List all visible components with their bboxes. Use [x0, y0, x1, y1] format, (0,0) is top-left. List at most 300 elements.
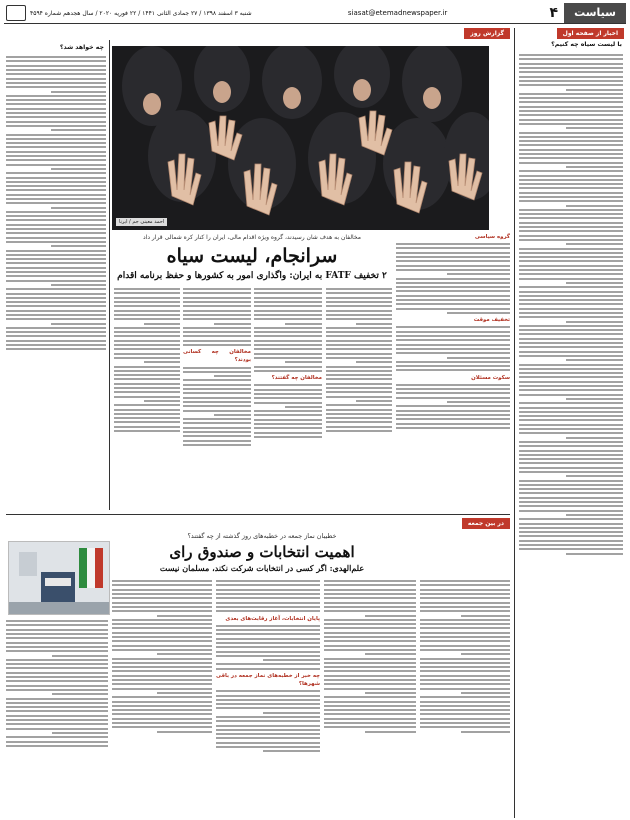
text-line: [6, 348, 106, 350]
text-line: [112, 627, 212, 629]
text-line: [114, 318, 180, 320]
text-line: [254, 397, 322, 399]
text-line: [114, 297, 180, 299]
mosque-podium-illustration: [9, 542, 109, 614]
text-line: [6, 103, 106, 105]
text-line: [324, 580, 416, 582]
text-line: [396, 256, 510, 258]
text-line: [254, 427, 322, 429]
text-line: [216, 690, 320, 692]
text-line: [51, 207, 106, 209]
text-line: [254, 301, 322, 303]
text-line: [396, 326, 510, 328]
text-line: [420, 640, 510, 642]
text-line: [183, 435, 251, 437]
text-line: [326, 366, 392, 368]
text-line: [396, 278, 510, 280]
text-line: [216, 606, 320, 608]
text-line: [112, 632, 212, 634]
text-line: [519, 286, 623, 288]
text-line: [6, 224, 106, 226]
text-line: [254, 402, 322, 404]
text-line: [519, 106, 623, 108]
text-line: [157, 731, 212, 733]
text-line: [112, 696, 212, 698]
text-line: [114, 292, 180, 294]
text-line: [51, 91, 106, 93]
text-line: [6, 138, 106, 140]
text-line: [216, 629, 320, 631]
text-line: [324, 632, 416, 634]
text-line: [6, 108, 106, 110]
text-line: [324, 709, 416, 711]
text-line: [519, 510, 623, 512]
text-line: [324, 670, 416, 672]
text-line: [254, 419, 322, 421]
text-line: [216, 642, 320, 644]
text-line: [6, 318, 106, 320]
text-line: [52, 732, 108, 734]
bottom-body-column-3: [216, 578, 320, 816]
text-line: [112, 602, 212, 604]
text-line: [114, 288, 180, 290]
text-line: [112, 597, 212, 599]
text-line: [519, 351, 623, 353]
text-line: [420, 593, 510, 595]
text-line: [112, 713, 212, 715]
bottom-headline: اهمیت انتخابات و صندوق رای: [169, 543, 355, 561]
text-line: [519, 531, 623, 533]
text-line: [519, 101, 623, 103]
text-line: [396, 388, 510, 390]
text-line: [183, 314, 251, 316]
text-line: [519, 209, 623, 211]
text-line: [396, 392, 510, 394]
text-line: [6, 710, 108, 712]
text-line: [6, 202, 106, 204]
text-line: [519, 200, 623, 202]
text-line: [6, 637, 108, 639]
text-line: [396, 427, 510, 429]
text-line: [114, 305, 180, 307]
text-line: [519, 144, 623, 146]
text-line: [183, 327, 251, 329]
text-line: [519, 114, 623, 116]
text-line: [6, 629, 108, 631]
text-line: [420, 683, 510, 685]
text-line: [326, 383, 392, 385]
text-line: [519, 501, 623, 503]
text-line: [420, 584, 510, 586]
text-line: [216, 729, 320, 731]
text-line: [6, 335, 106, 337]
text-line: [6, 676, 108, 678]
text-line: [326, 421, 392, 423]
text-line: [420, 709, 510, 711]
text-line: [183, 297, 251, 299]
text-line: [114, 348, 180, 350]
text-line: [326, 374, 392, 376]
text-line: [254, 353, 322, 355]
text-line: [519, 450, 623, 452]
text-line: [51, 284, 106, 286]
text-line: [114, 404, 180, 406]
text-line: [324, 705, 416, 707]
text-line: [519, 278, 623, 280]
text-line: [114, 310, 180, 312]
text-line: [519, 67, 623, 69]
text-line: [519, 273, 623, 275]
article-subheadline: ۲ تخفیف FATF به ایران: واگذاری امور به کشورها و حفظ برنامه اقدام: [117, 271, 387, 281]
text-line: [216, 716, 320, 718]
text-line: [519, 544, 623, 546]
date-line: شنبه ۳ اسفند ۱۳۹۸ / ۲۷ جمادی الثانی ۱۴۴۱ / ۲۲ فوریه ۲۰۲۰ / سال هجدهم شماره ۴۵۹۴: [30, 9, 252, 17]
text-line: [326, 409, 392, 411]
text-line: [566, 398, 623, 400]
text-line: [6, 624, 108, 626]
text-line: [420, 701, 510, 703]
right-column-tab: اخبار از صفحه اول: [557, 28, 624, 39]
text-line: [324, 726, 416, 728]
text-line: [114, 327, 180, 329]
text-line: [254, 384, 322, 386]
text-line: [114, 344, 180, 346]
text-line: [519, 316, 623, 318]
text-line: [519, 368, 623, 370]
text-line: [396, 384, 510, 386]
text-line: [112, 701, 212, 703]
text-line: [216, 638, 320, 640]
text-line: [6, 116, 106, 118]
text-line: [519, 256, 623, 258]
text-line: [519, 187, 623, 189]
text-line: [183, 340, 251, 342]
article-body-column-4: [114, 286, 180, 508]
text-line: [519, 484, 623, 486]
text-line: [183, 401, 251, 403]
text-line: [447, 312, 510, 314]
text-line: [112, 610, 212, 612]
text-line: [6, 159, 106, 161]
text-line: [326, 391, 392, 393]
text-line: [326, 426, 392, 428]
text-line: [6, 146, 106, 148]
text-line: [6, 297, 106, 299]
text-line: [519, 346, 623, 348]
text-line: [6, 65, 106, 67]
text-line: [6, 250, 106, 252]
text-line: [6, 698, 108, 700]
text-line: [519, 471, 623, 473]
text-line: [183, 405, 251, 407]
article-body-column-3: [183, 286, 251, 508]
text-line: [112, 688, 212, 690]
text-line: [183, 427, 251, 429]
text-line: [365, 653, 416, 655]
text-line: [214, 323, 251, 325]
text-line: [519, 411, 623, 413]
text-line: [6, 663, 108, 665]
text-line: [183, 367, 251, 369]
text-line: [6, 125, 106, 127]
text-line: [51, 129, 106, 131]
text-line: [114, 378, 180, 380]
column-subhead: تخفیف موقت: [473, 317, 510, 324]
section-label: سیاست: [564, 3, 626, 23]
text-line: [420, 696, 510, 698]
text-line: [254, 414, 322, 416]
text-line: [216, 663, 320, 665]
text-line: [6, 228, 106, 230]
text-line: [216, 584, 320, 586]
text-line: [461, 692, 511, 694]
text-line: [420, 658, 510, 660]
text-line: [6, 715, 108, 717]
text-line: [183, 310, 251, 312]
text-line: [566, 127, 623, 129]
text-line: [6, 194, 106, 196]
text-line: [216, 703, 320, 705]
text-line: [6, 685, 108, 687]
text-line: [214, 414, 251, 416]
text-line: [356, 400, 392, 402]
text-line: [6, 82, 106, 84]
text-line: [216, 646, 320, 648]
text-line: [519, 458, 623, 460]
text-line: [461, 731, 511, 733]
text-line: [326, 305, 392, 307]
right-column-title: با لیست سیاه چه کنیم؟: [551, 41, 622, 48]
text-line: [6, 305, 106, 307]
text-line: [183, 318, 251, 320]
text-line: [6, 56, 106, 58]
text-line: [324, 623, 416, 625]
text-line: [566, 166, 623, 168]
page-header: [4, 3, 626, 24]
text-line: [519, 428, 623, 430]
text-line: [420, 662, 510, 664]
text-line: [396, 331, 510, 333]
text-line: [6, 327, 106, 329]
text-line: [6, 155, 106, 157]
text-line: [216, 610, 320, 612]
right-column-body: [519, 52, 623, 816]
text-line: [519, 303, 623, 305]
text-line: [519, 179, 623, 181]
text-line: [566, 282, 623, 284]
text-line: [216, 742, 320, 744]
newspaper-logo-icon: [6, 5, 26, 21]
text-line: [183, 418, 251, 420]
text-line: [112, 623, 212, 625]
column-divider: [109, 40, 110, 510]
text-line: [519, 93, 623, 95]
text-line: [6, 633, 108, 635]
text-line: [420, 645, 510, 647]
text-line: [6, 689, 108, 691]
text-line: [52, 693, 108, 695]
text-line: [254, 436, 322, 438]
text-line: [519, 372, 623, 374]
middle-column-body: [396, 233, 510, 509]
text-line: [112, 683, 212, 685]
text-line: [216, 589, 320, 591]
text-line: [254, 292, 322, 294]
text-line: [263, 659, 320, 661]
text-line: [519, 149, 623, 151]
text-line: [566, 437, 623, 439]
text-line: [6, 745, 108, 747]
text-line: [6, 736, 108, 738]
article-kicker: مخالفان به هدف شان رسیدند، گروه ویژه اقدام مالی، ایران را کنار کره شمالی قرار داد: [143, 234, 361, 241]
text-line: [566, 205, 623, 207]
text-line: [420, 679, 510, 681]
text-line: [519, 505, 623, 507]
column-subhead: گروه سیاسی: [474, 234, 510, 240]
text-line: [519, 333, 623, 335]
text-line: [114, 301, 180, 303]
text-line: [6, 121, 106, 123]
text-line: [112, 640, 212, 642]
text-line: [420, 589, 510, 591]
text-line: [519, 63, 623, 65]
text-line: [519, 518, 623, 520]
bottom-tab: در بین جمعه: [462, 518, 510, 529]
text-line: [114, 353, 180, 355]
text-line: [420, 666, 510, 668]
text-line: [6, 69, 106, 71]
text-line: [519, 445, 623, 447]
text-line: [6, 215, 106, 217]
text-line: [519, 540, 623, 542]
text-line: [112, 709, 212, 711]
text-line: [519, 252, 623, 254]
text-line: [216, 597, 320, 599]
text-line: [114, 383, 180, 385]
text-line: [324, 718, 416, 720]
text-line: [420, 670, 510, 672]
text-line: [183, 301, 251, 303]
text-line: [183, 331, 251, 333]
text-line: [144, 323, 180, 325]
text-line: [324, 593, 416, 595]
text-line: [420, 602, 510, 604]
text-line: [566, 475, 623, 477]
text-line: [6, 60, 106, 62]
text-line: [216, 720, 320, 722]
text-line: [420, 627, 510, 629]
text-line: [114, 417, 180, 419]
text-line: [420, 610, 510, 612]
text-line: [326, 378, 392, 380]
text-line: [144, 361, 180, 363]
text-line: [519, 407, 623, 409]
text-line: [112, 718, 212, 720]
text-line: [326, 353, 392, 355]
text-line: [396, 308, 510, 310]
text-line: [324, 713, 416, 715]
text-line: [254, 297, 322, 299]
text-line: [324, 619, 416, 621]
text-line: [356, 323, 392, 325]
text-line: [519, 488, 623, 490]
text-line: [6, 293, 106, 295]
main-photo: [112, 46, 489, 230]
text-line: [519, 424, 623, 426]
text-line: [6, 219, 106, 221]
text-line: [519, 454, 623, 456]
text-line: [6, 254, 106, 256]
text-line: [6, 642, 108, 644]
column-subhead: مخالفان چه گفتند؟: [271, 375, 322, 382]
text-line: [216, 725, 320, 727]
website-address[interactable]: siasat@etemadnewspaper.ir: [347, 9, 448, 17]
text-line: [420, 597, 510, 599]
text-line: [216, 593, 320, 595]
text-line: [254, 357, 322, 359]
text-line: [519, 230, 623, 232]
text-line: [519, 389, 623, 391]
text-line: [216, 655, 320, 657]
text-line: [519, 235, 623, 237]
text-line: [157, 692, 212, 694]
text-line: [324, 610, 416, 612]
text-line: [519, 213, 623, 215]
text-line: [254, 370, 322, 372]
text-line: [519, 402, 623, 404]
text-line: [112, 645, 212, 647]
text-line: [285, 406, 322, 408]
text-line: [216, 625, 320, 627]
text-line: [396, 269, 510, 271]
text-line: [216, 746, 320, 748]
text-line: [114, 366, 180, 368]
text-line: [396, 303, 510, 305]
text-line: [447, 273, 510, 275]
text-line: [396, 348, 510, 350]
text-line: [6, 719, 108, 721]
text-line: [461, 615, 511, 617]
text-line: [519, 548, 623, 550]
text-line: [6, 728, 108, 730]
text-line: [519, 338, 623, 340]
text-line: [447, 357, 510, 359]
text-line: [216, 699, 320, 701]
text-line: [519, 342, 623, 344]
text-line: [6, 659, 108, 661]
text-line: [365, 692, 416, 694]
text-line: [519, 239, 623, 241]
text-line: [326, 404, 392, 406]
text-line: [6, 650, 108, 652]
text-line: [6, 646, 108, 648]
text-line: [519, 415, 623, 417]
text-line: [6, 301, 106, 303]
text-line: [519, 80, 623, 82]
text-line: [6, 706, 108, 708]
text-line: [254, 348, 322, 350]
text-line: [420, 726, 510, 728]
top-report-tab: گزارش روز: [464, 28, 510, 39]
text-line: [519, 119, 623, 121]
bottom-body-column-2: [324, 578, 416, 816]
text-line: [396, 286, 510, 288]
text-line: [396, 252, 510, 254]
text-line: [112, 658, 212, 660]
text-line: [396, 369, 510, 371]
text-line: [326, 417, 392, 419]
text-line: [326, 357, 392, 359]
